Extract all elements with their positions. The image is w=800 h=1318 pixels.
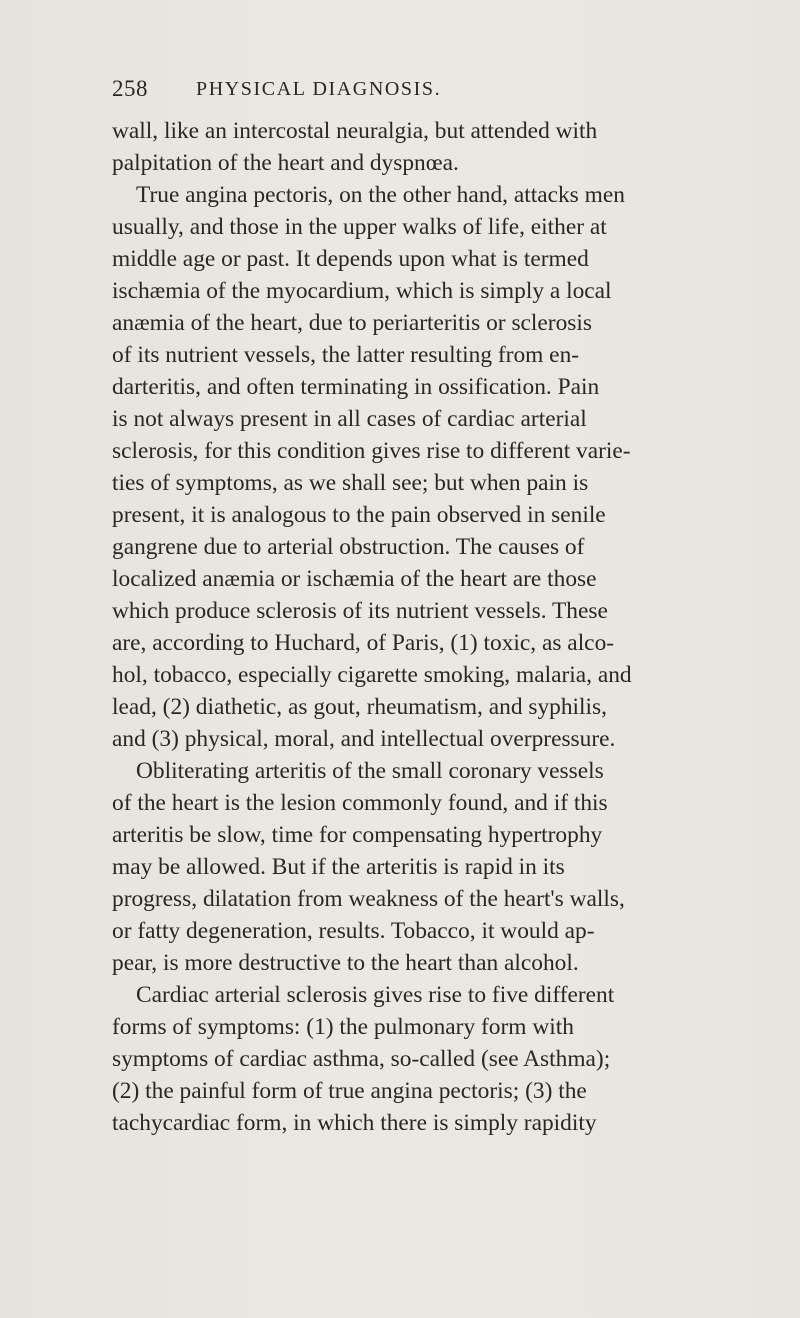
text-line: is not always present in all cases of cardiac arterial — [112, 406, 587, 432]
text-line: palpitation of the heart and dyspnœa. — [112, 150, 459, 176]
text-line: usually, and those in the upper walks of life, either at — [112, 214, 607, 240]
text-line: and (3) physical, moral, and intellectual overpressure. — [112, 726, 616, 752]
paragraph-start-line: True angina pectoris, on the other hand, attacks men — [136, 182, 625, 208]
paragraph-start-line: Cardiac arterial sclerosis gives rise to five different — [136, 982, 615, 1008]
text-line: may be allowed. But if the arteritis is rapid in its — [112, 854, 565, 880]
text-line: pear, is more destructive to the heart than alcohol. — [112, 950, 579, 976]
running-head — [112, 76, 568, 106]
text-line: or fatty degeneration, results. Tobacco, it would ap- — [112, 918, 595, 944]
page-number: 258 — [112, 76, 148, 101]
text-line: darteritis, and often terminating in ossification. Pain — [112, 374, 600, 400]
text-line: which produce sclerosis of its nutrient vessels. These — [112, 598, 608, 624]
text-line: of the heart is the lesion commonly found, and if this — [112, 790, 608, 816]
body-text — [112, 115, 712, 1139]
paragraph-start-line: Obliterating arteritis of the small coronary vessels — [136, 758, 604, 784]
text-line: are, according to Huchard, of Paris, (1) toxic, as alco- — [112, 630, 615, 656]
text-line: symptoms of cardiac asthma, so-called (see Asthma); — [112, 1046, 611, 1072]
text-line: arteritis be slow, time for compensating hypertrophy — [112, 822, 603, 848]
text-line: localized anæmia or ischæmia of the heart are those — [112, 566, 597, 592]
text-line: sclerosis, for this condition gives rise to different varie- — [112, 438, 631, 464]
text-line: anæmia of the heart, due to periarteritis or sclerosis — [112, 310, 592, 336]
text-line: gangrene due to arterial obstruction. The causes of — [112, 534, 585, 560]
text-line: ischæmia of the myocardium, which is simply a local — [112, 278, 612, 304]
text-line: tachycardiac form, in which there is simply rapidity — [112, 1110, 597, 1136]
text-line: present, it is analogous to the pain observed in senile — [112, 502, 606, 528]
text-line: of its nutrient vessels, the latter resulting from en- — [112, 342, 580, 368]
text-line: hol, tobacco, especially cigarette smoking, malaria, and — [112, 662, 632, 688]
text-line: middle age or past. It depends upon what is termed — [112, 246, 589, 272]
text-line: ties of symptoms, as we shall see; but when pain is — [112, 470, 589, 496]
text-line: (2) the painful form of true angina pectoris; (3) the — [112, 1078, 587, 1104]
text-line: wall, like an intercostal neuralgia, but attended with — [112, 118, 598, 144]
text-line: forms of symptoms: (1) the pulmonary form with — [112, 1014, 574, 1040]
running-title: PHYSICAL DIAGNOSIS. — [196, 78, 442, 100]
text-line: progress, dilatation from weakness of the heart's walls, — [112, 886, 625, 912]
text-line: lead, (2) diathetic, as gout, rheumatism, and syphilis, — [112, 694, 607, 720]
